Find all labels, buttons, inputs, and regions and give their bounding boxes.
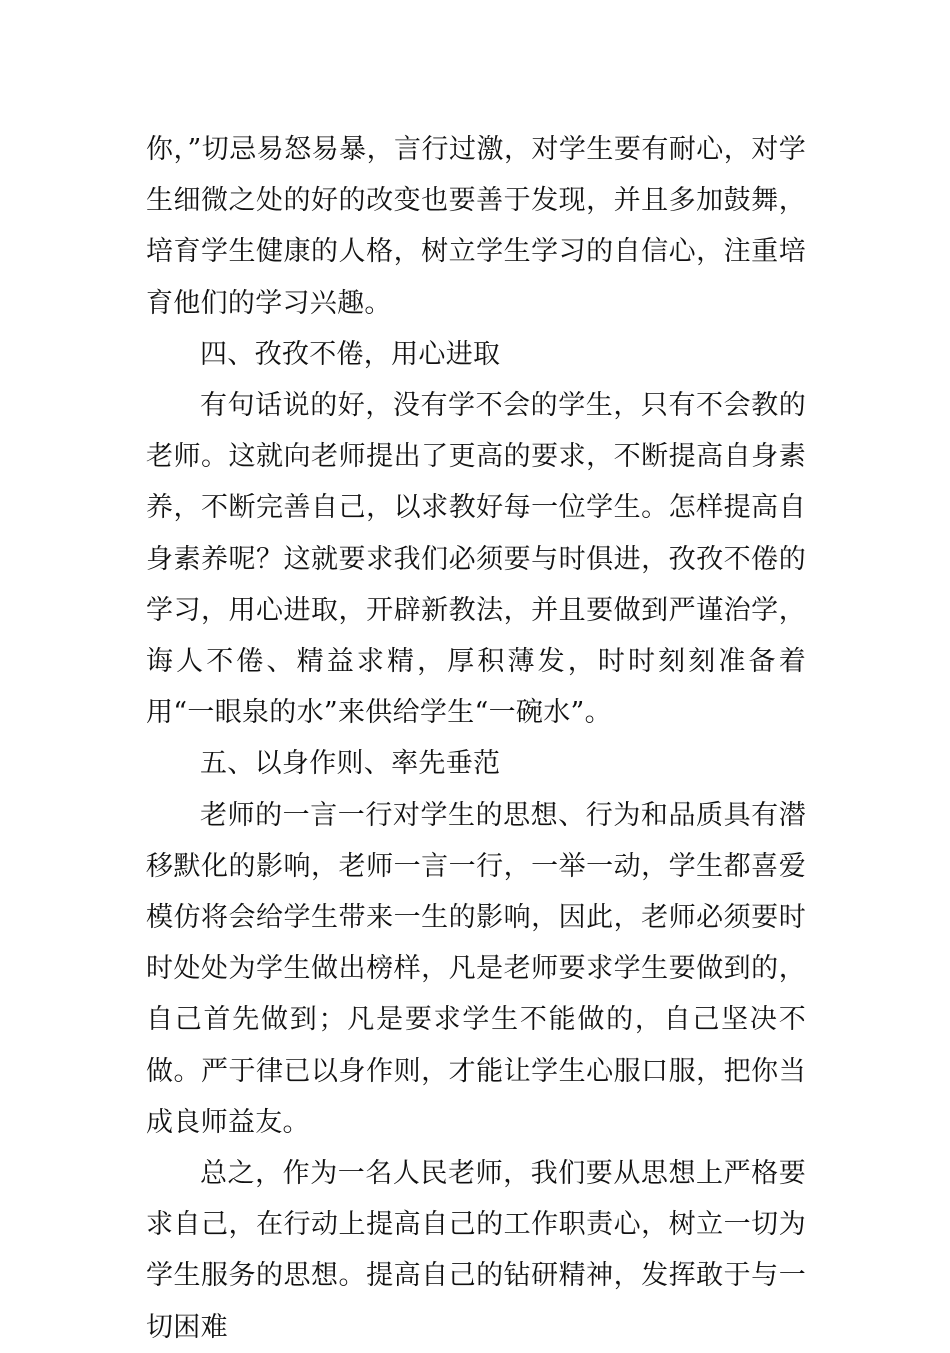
document-page <box>146 124 806 1353</box>
section-heading-5: 五、以身作则、率先垂范 <box>200 748 501 780</box>
paragraph-continuation: 你，”切忌易怒易暴，言行过激，对学生要有耐心，对学生细微之处的好的改变也要善于发现，并且多加鼓舞，培育学生健康的人格，树立学生学习的自信心，注重培育他们的学习兴趣。 <box>146 134 806 319</box>
paragraph-role-model: 老师的一言一行对学生的思想、行为和品质具有潜移默化的影响，老师一言一行，一举一动，学生都喜爱模仿将会给学生带来一生的影响，因此，老师必须要时时处处为学生做出榜样，凡是老师要求学生要做到的，自己首先做到；凡是要求学生不能做的，自己坚决不做。严于律已以身作则，才能让学生心服口服，把你当成良师益友。 <box>146 799 806 1138</box>
paragraph-learning: 有句话说的好，没有学不会的学生，只有不会教的老师。这就向老师提出了更高的要求，不断提高自身素养，不断完善自己，以求教好每一位学生。怎样提高自身素养呢？这就要求我们必须要与时俱进，孜孜不倦的学习，用心进取，开辟新教法，并且要做到严谨治学，诲人不倦、精益求精，厚积薄发，时时刻刻准备着用“一眼泉的水”来供给学生“一碗水”。 <box>146 390 806 729</box>
section-heading-4: 四、孜孜不倦，用心进取 <box>200 338 501 370</box>
paragraph-conclusion: 总之，作为一名人民老师，我们要从思想上严格要求自己，在行动上提高自己的工作职责心，树立一切为学生服务的思想。提高自己的钻研精神，发挥敢于与一切困难 <box>146 1158 806 1343</box>
